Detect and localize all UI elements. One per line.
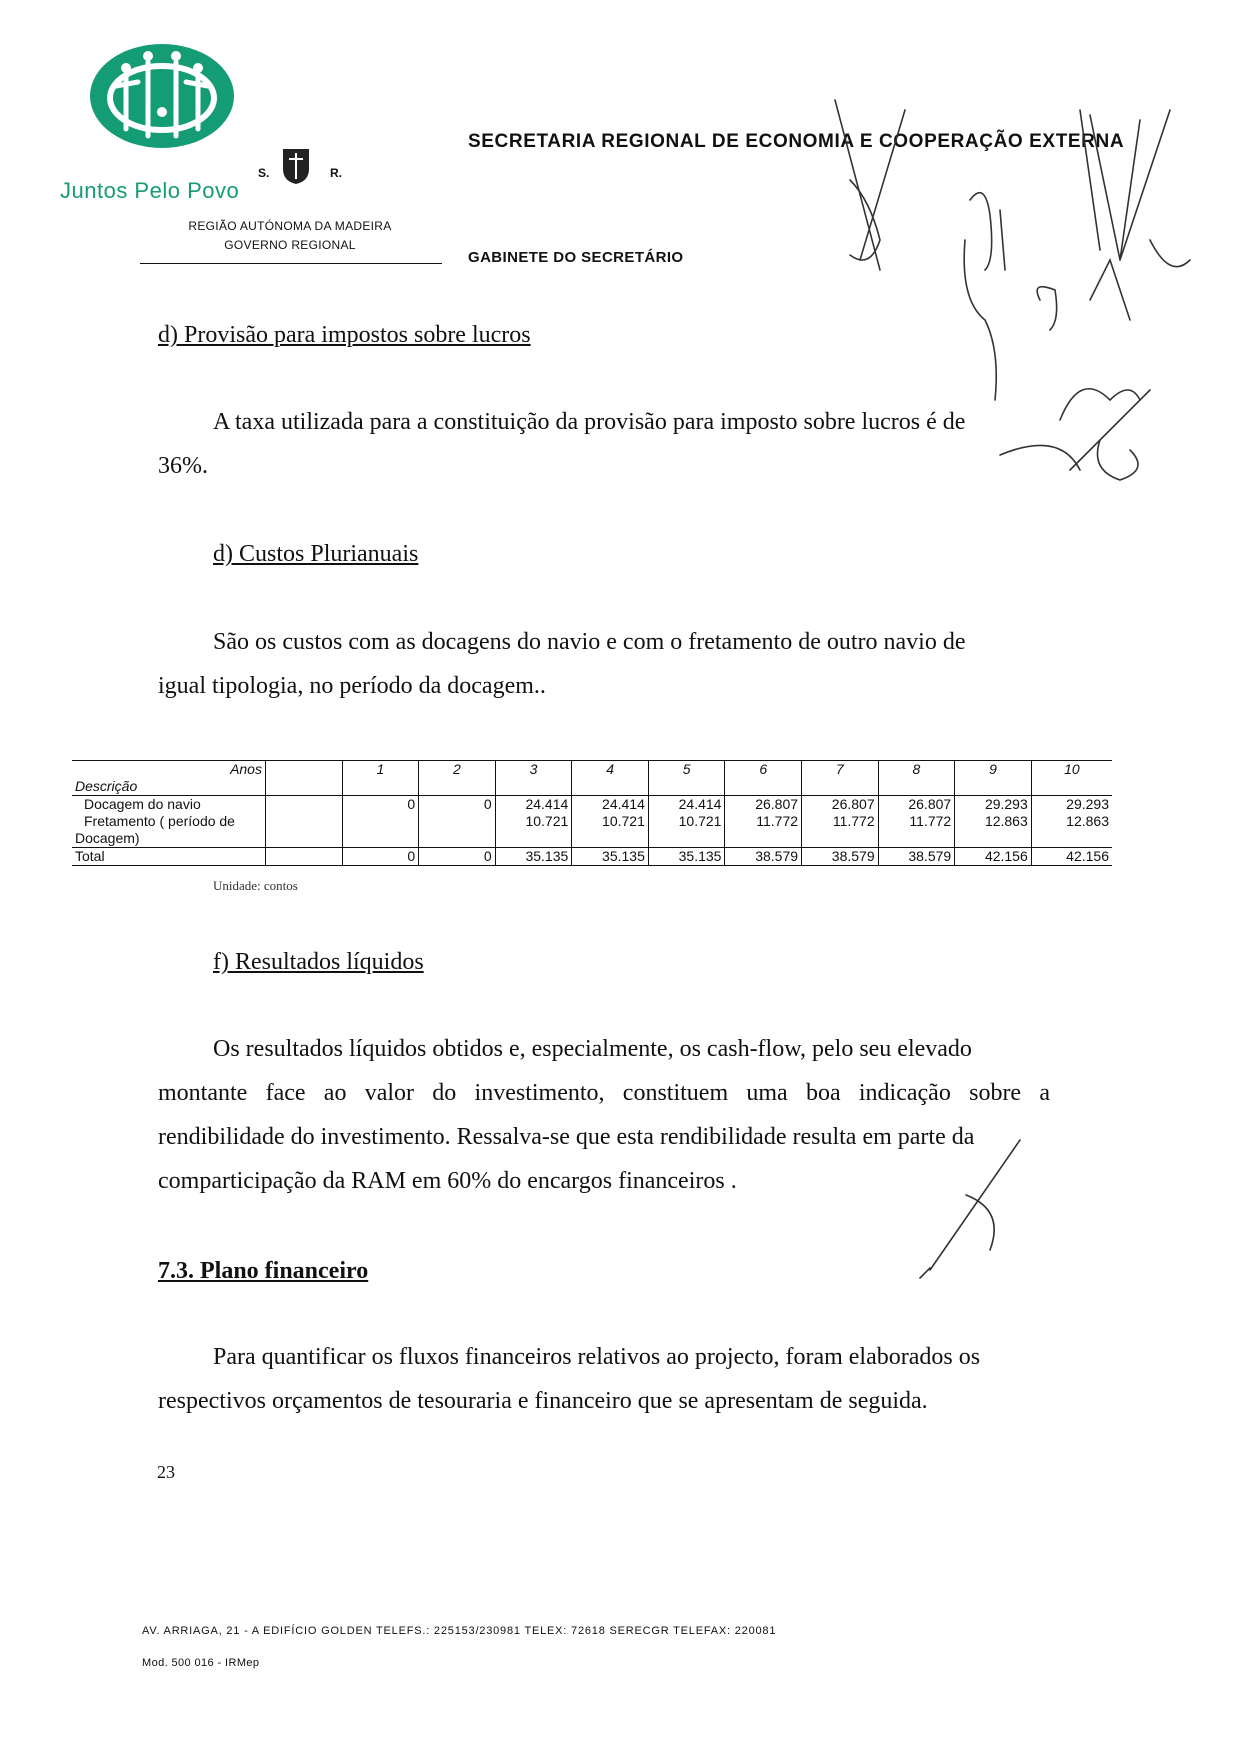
- year-header: 7: [802, 761, 879, 779]
- row-label: Docagem do navio: [84, 796, 201, 812]
- paragraph-line: respectivos orçamentos de tesouraria e financeiro que se apresentam de seguida.: [158, 1388, 928, 1414]
- paragraph-line: montante face ao valor do investimento, constituem uma boa indicação sobre a: [158, 1080, 1050, 1106]
- table-cell: 38.579: [802, 848, 879, 866]
- government-line: GOVERNO REGIONAL: [224, 238, 356, 252]
- brand-name: Juntos Pelo Povo: [60, 178, 240, 203]
- footer-model: Mod. 500 016 - IRMep: [142, 1657, 260, 1669]
- table-cell: 29.293: [1031, 796, 1112, 814]
- table-cell: 24.414: [572, 796, 649, 814]
- paragraph-line: A taxa utilizada para a constituição da provisão para imposto sobre lucros é de: [213, 409, 966, 435]
- table-cell: 35.135: [495, 848, 572, 866]
- table-cell: 24.414: [648, 796, 725, 814]
- paragraph-line: igual tipologia, no período da docagem..: [158, 673, 546, 699]
- paragraph-line: Para quantificar os fluxos financeiros relativos ao projecto, foram elaborados os: [213, 1344, 981, 1370]
- table-cell: 0: [342, 848, 419, 866]
- table-cell: 0: [419, 796, 496, 814]
- table-cell: 38.579: [725, 848, 802, 866]
- table-cell: 10.721: [648, 813, 725, 848]
- madeira-crest-icon: [281, 147, 311, 185]
- paragraph-line: 36%.: [158, 453, 208, 479]
- section-heading-plano: 7.3. Plano financeiro: [158, 1258, 369, 1284]
- table-cell: 42.156: [955, 848, 1032, 866]
- table-cell: 10.721: [495, 813, 572, 848]
- table-cell: 11.772: [802, 813, 879, 848]
- section-heading-provisao: d) Provisão para impostos sobre lucros: [158, 322, 531, 348]
- header-divider: [140, 263, 442, 264]
- table-cell: [419, 813, 496, 848]
- anos-label: Anos: [72, 761, 265, 779]
- row-label-line: Fretamento ( período de: [84, 813, 235, 829]
- table-subheader-row: [72, 778, 1112, 796]
- table-header-row: [72, 761, 1112, 779]
- descricao-label: Descrição: [72, 778, 265, 796]
- year-header: 5: [648, 761, 725, 779]
- table-cell: 42.156: [1031, 848, 1112, 866]
- sr-s-label: S.: [258, 166, 270, 180]
- table-cell: 12.863: [955, 813, 1032, 848]
- secretaria-title: SECRETARIA REGIONAL DE ECONOMIA E COOPERAÇÃO EXTERNA: [468, 131, 1125, 152]
- footer-address: AV. ARRIAGA, 21 - A EDIFÍCIO GOLDEN TELEFS.: 225153/230981 TELEX: 72618 SERECGR TELEFAX: 220081: [142, 1625, 777, 1637]
- row-label: [72, 813, 265, 848]
- year-header: 6: [725, 761, 802, 779]
- sr-r-label: R.: [330, 166, 342, 180]
- table-cell: 11.772: [725, 813, 802, 848]
- section-heading-resultados: f) Resultados líquidos: [213, 949, 424, 975]
- year-header: 3: [495, 761, 572, 779]
- table-cell: 11.772: [878, 813, 955, 848]
- row-label-line: Docagem): [75, 830, 140, 846]
- table-cell: 0: [342, 796, 419, 814]
- table-cell: 29.293: [955, 796, 1032, 814]
- juntos-pelo-povo-logo: [86, 44, 238, 164]
- gabinete-title: GABINETE DO SECRETÁRIO: [468, 249, 684, 266]
- region-line: REGIÃO AUTÓNOMA DA MADEIRA: [188, 219, 392, 233]
- paragraph-line: Os resultados líquidos obtidos e, especialmente, os cash-flow, pelo seu elevado: [213, 1036, 972, 1062]
- table-cell: 38.579: [878, 848, 955, 866]
- section-heading-custos: d) Custos Plurianuais: [213, 541, 419, 567]
- table-cell: 35.135: [572, 848, 649, 866]
- table-row: [72, 796, 1112, 814]
- table-cell: 35.135: [648, 848, 725, 866]
- table-cell: 10.721: [572, 813, 649, 848]
- unit-note: Unidade: contos: [213, 878, 298, 893]
- table-cell: [342, 813, 419, 848]
- year-header: 1: [342, 761, 419, 779]
- region-block: [140, 217, 440, 255]
- table-cell: 24.414: [495, 796, 572, 814]
- costs-table: [72, 760, 1112, 866]
- table-row: [72, 813, 1112, 848]
- paragraph-line: rendibilidade do investimento. Ressalva-se que esta rendibilidade resulta em parte da: [158, 1124, 975, 1150]
- paragraph-line: São os custos com as docagens do navio e com o fretamento de outro navio de: [213, 629, 966, 655]
- paragraph-line: comparticipação da RAM em 60% do encargos financeiros .: [158, 1168, 737, 1194]
- table-cell: 26.807: [802, 796, 879, 814]
- table-row-total: [72, 848, 1112, 866]
- table-cell: 12.863: [1031, 813, 1112, 848]
- table-cell: 26.807: [725, 796, 802, 814]
- table-cell: 26.807: [878, 796, 955, 814]
- logo-people-circle-icon: [86, 44, 238, 164]
- year-header: 9: [955, 761, 1032, 779]
- year-header: 8: [878, 761, 955, 779]
- page-number: 23: [157, 1462, 175, 1482]
- year-header: 2: [419, 761, 496, 779]
- table-cell: 0: [419, 848, 496, 866]
- year-header: 4: [572, 761, 649, 779]
- row-label: Total: [72, 848, 265, 866]
- year-header: 10: [1031, 761, 1112, 779]
